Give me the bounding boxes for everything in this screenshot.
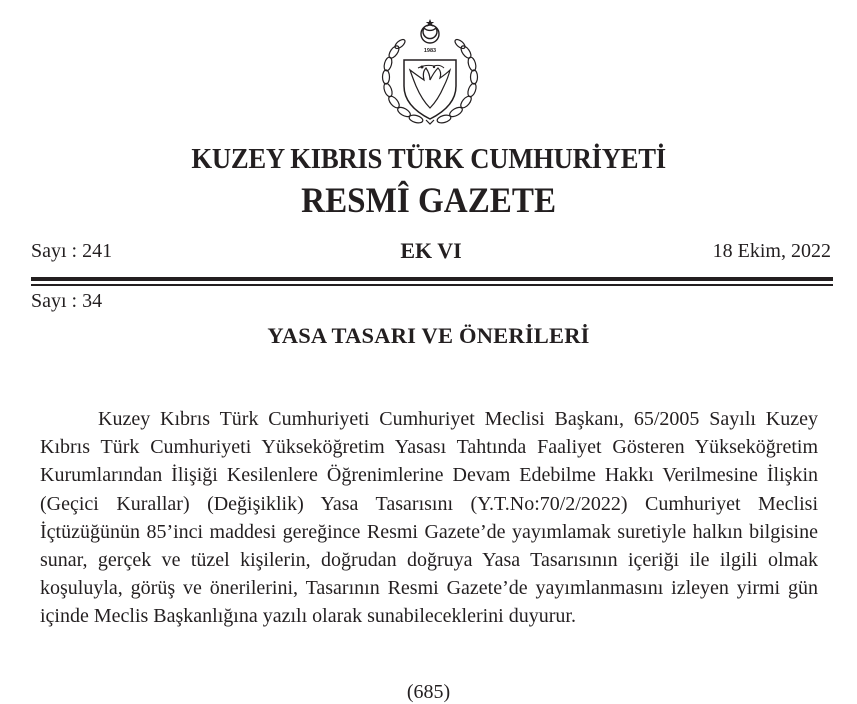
issue-number: Sayı : 241 <box>31 240 113 262</box>
crescent-star-icon <box>421 19 439 43</box>
issue-row <box>31 236 831 266</box>
supplement-label: EK VI <box>400 238 462 263</box>
emblem-year: 1983 <box>423 48 437 54</box>
country-title: KUZEY KIBRIS TÜRK CUMHURİYETİ <box>191 143 666 175</box>
section-title: YASA TASARI VE ÖNERİLERİ <box>267 323 590 348</box>
announcement-paragraph: Kuzey Kıbrıs Türk Cumhuriyeti Cumhuriyet Meclisi Başkanı, 65/2005 Sayılı Kuzey Kıbrıs Türk Cumhuriyeti Yükseköğretim Yasası Tahtında Faaliyet Gösteren Yükseköğretim Kurumlarından İlişiği Kesilenlere Öğrenimlerine Devam Edebilme Hakkı Verilmesine İlişkin (Geçici Kurallar) (Değişiklik) Yasa Tasarısını (Y.T.No:70/2/2022) Cumhuriyet Meclisi İçtüzüğünün 85’inci maddesi gereğince Resmi Gazete’de yayımlamak suretiyle halkın bilgisine sunar, gerçek ve tüzel kişilerin, doğrudan doğruya Yasa Tasarısının içeriği ile ilgili olmak koşuluyla, görüş ve önerilerini, Tasarının Resmi Gazete’de yayımlanmasını izleyen yirmi gün içinde Meclis Başkanlığına yazılı olarak sunabileceklerini duyurur. <box>40 408 818 628</box>
kktc-coat-of-arms-icon <box>378 16 482 126</box>
header-divider-thin <box>31 284 833 286</box>
sub-issue-number: Sayı : 34 <box>31 290 103 312</box>
header-divider-thick <box>31 277 833 281</box>
issue-date: 18 Ekim, 2022 <box>712 240 831 262</box>
publication-title: RESMÎ GAZETE <box>301 180 557 220</box>
page-number: (685) <box>406 681 451 703</box>
